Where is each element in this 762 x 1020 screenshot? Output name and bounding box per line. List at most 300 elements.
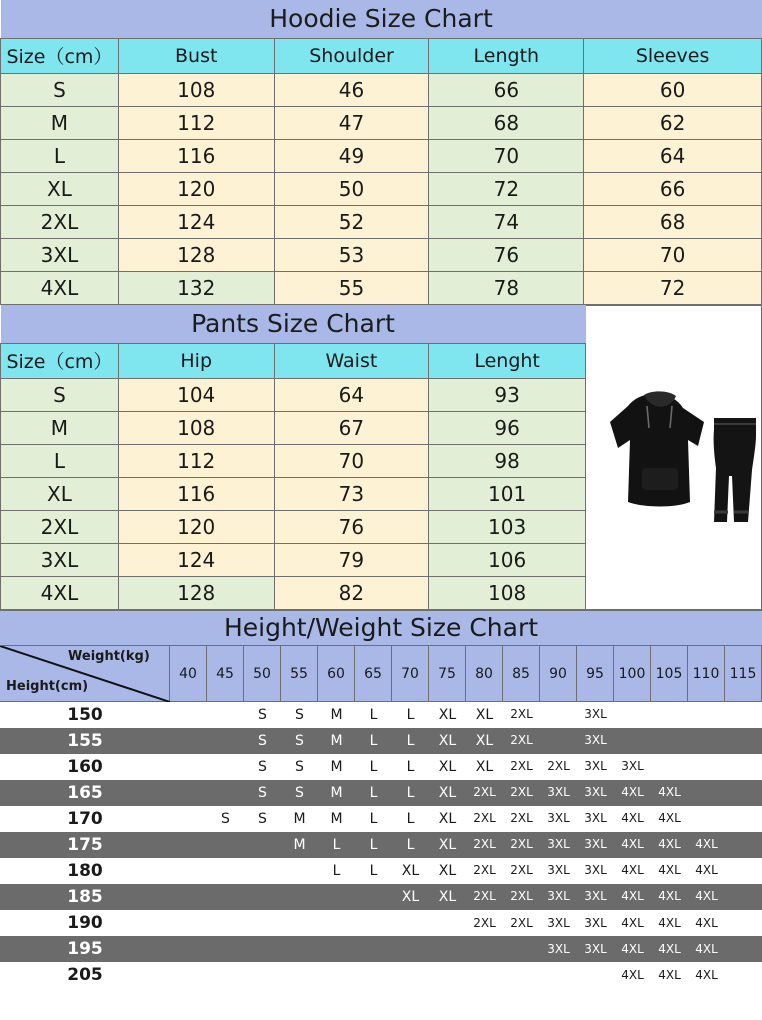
table-row: [1, 239, 762, 272]
size-cell: [503, 942, 540, 956]
cell-bust: 124: [118, 206, 274, 239]
size-cell: [503, 968, 540, 982]
table-row: [0, 806, 762, 832]
size-cell: [725, 863, 762, 879]
hoodie-title-row: [1, 0, 762, 39]
size-cell: 2XL: [473, 916, 496, 930]
table-row: [0, 962, 762, 988]
table-row: [1, 577, 586, 610]
cell-length: 76: [429, 239, 584, 272]
size-cell: M: [330, 785, 343, 801]
cell-shoulder: 52: [274, 206, 429, 239]
cell-hip: 104: [118, 379, 274, 412]
size-cell: [429, 942, 466, 956]
size-cell: S: [258, 759, 267, 775]
size-cell: [725, 811, 762, 827]
cell-sleeves: 70: [584, 239, 762, 272]
cell-size: 4XL: [1, 272, 119, 305]
size-cell: 4XL: [621, 837, 644, 851]
size-cell: 4XL: [695, 968, 718, 982]
size-cell: 3XL: [584, 837, 607, 851]
size-cell: [725, 759, 762, 775]
hoodie-size-chart: [0, 0, 762, 305]
height-weight-header: [0, 646, 762, 702]
size-cell: XL: [475, 733, 494, 749]
cell-size: L: [1, 445, 119, 478]
size-cell: L: [369, 863, 378, 879]
size-cell: S: [258, 811, 267, 827]
size-cell: [244, 916, 281, 930]
height-label: 185: [67, 887, 103, 907]
cell-shoulder: 46: [274, 74, 429, 107]
size-cell: [688, 811, 725, 827]
weight-tick: 40: [170, 646, 207, 702]
height-label: 170: [67, 809, 103, 829]
weight-tick: 75: [429, 646, 466, 702]
size-cell: 4XL: [658, 863, 681, 877]
weight-tick: 110: [688, 646, 725, 702]
weight-tick-row: [170, 646, 762, 702]
weight-axis-label: Weight(kg): [68, 649, 150, 664]
cell-size: XL: [1, 173, 119, 206]
size-cell: 4XL: [621, 811, 644, 825]
cell-hip: 116: [118, 478, 274, 511]
cell-length: 93: [429, 379, 586, 412]
height-label: 205: [67, 965, 103, 985]
cell-sleeves: 72: [584, 272, 762, 305]
height-label: 150: [67, 705, 103, 725]
cell-shoulder: 49: [274, 140, 429, 173]
size-cell: 2XL: [547, 759, 570, 773]
size-cell: L: [369, 733, 378, 749]
cell-sleeves: 68: [584, 206, 762, 239]
size-cell: [725, 733, 762, 749]
size-cell: [207, 863, 244, 879]
size-cell: 2XL: [473, 889, 496, 903]
table-row: [1, 74, 762, 107]
size-cell: L: [406, 707, 415, 723]
size-cell: [244, 968, 281, 982]
hoodie-title: Hoodie Size Chart: [1, 0, 762, 39]
size-cell: 4XL: [695, 889, 718, 903]
size-cell: 2XL: [510, 707, 533, 721]
size-cell: M: [330, 811, 343, 827]
pants-title-row: [1, 305, 586, 344]
weight-tick: 55: [281, 646, 318, 702]
cell-length: 106: [429, 544, 586, 577]
size-cells: [170, 811, 762, 827]
size-cells: [170, 889, 762, 905]
hoodie-col-shoulder: Shoulder: [274, 39, 429, 74]
size-cell: L: [369, 785, 378, 801]
size-cell: 2XL: [510, 889, 533, 903]
size-cell: XL: [438, 759, 457, 775]
cell-shoulder: 47: [274, 107, 429, 140]
pants-table: [0, 305, 586, 610]
cell-size: M: [1, 412, 119, 445]
size-cells: [170, 733, 762, 749]
size-cell: [318, 968, 355, 982]
size-cell: S: [258, 707, 267, 723]
size-cell: XL: [401, 863, 420, 879]
table-row: [0, 936, 762, 962]
cell-sleeves: 64: [584, 140, 762, 173]
size-cell: 4XL: [658, 916, 681, 930]
size-cell: S: [295, 707, 304, 723]
size-cell: XL: [401, 889, 420, 905]
height-weight-size-chart: [0, 610, 762, 988]
pants-col-waist: Waist: [274, 344, 429, 379]
size-cell: 3XL: [547, 811, 570, 825]
table-row: [0, 858, 762, 884]
size-cell: [170, 733, 207, 749]
height-label: 155: [67, 731, 103, 751]
size-cell: [651, 733, 688, 749]
size-cell: XL: [438, 889, 457, 905]
cell-sleeves: 66: [584, 173, 762, 206]
size-cell: [429, 916, 466, 930]
size-cell: S: [295, 733, 304, 749]
size-cell: 4XL: [695, 916, 718, 930]
size-cell: 4XL: [621, 863, 644, 877]
cell-waist: 67: [274, 412, 429, 445]
size-cell: [207, 916, 244, 930]
cell-size: S: [1, 74, 119, 107]
product-image: [586, 305, 762, 610]
cell-size: 3XL: [1, 544, 119, 577]
size-cell: M: [330, 733, 343, 749]
size-cell: M: [330, 707, 343, 723]
size-cell: [244, 837, 281, 853]
size-cell: XL: [438, 733, 457, 749]
size-cell: [725, 707, 762, 723]
cell-bust: 128: [118, 239, 274, 272]
weight-tick: 85: [503, 646, 540, 702]
height-label: 160: [67, 757, 103, 777]
size-cell: [244, 942, 281, 956]
size-cell: [651, 759, 688, 775]
pants-title: Pants Size Chart: [1, 305, 586, 344]
size-cell: XL: [475, 759, 494, 775]
size-cell: L: [332, 837, 341, 853]
size-cell: 4XL: [658, 968, 681, 982]
size-cells: [170, 785, 762, 801]
cell-bust: 108: [118, 74, 274, 107]
hoodie-col-sleeves: Sleeves: [584, 39, 762, 74]
size-cell: [170, 889, 207, 905]
weight-tick: 95: [577, 646, 614, 702]
cell-shoulder: 55: [274, 272, 429, 305]
size-cell: L: [406, 811, 415, 827]
size-cell: L: [369, 837, 378, 853]
weight-tick: 80: [466, 646, 503, 702]
size-cell: [540, 968, 577, 982]
table-row: [1, 272, 762, 305]
size-cell: [170, 759, 207, 775]
size-cell: M: [330, 759, 343, 775]
axis-corner: [0, 646, 170, 702]
size-cell: [318, 942, 355, 956]
hoodie-header-row: [1, 39, 762, 74]
table-row: [0, 884, 762, 910]
hoodie-col-size: Size（cm）: [1, 39, 119, 74]
hoodie-col-bust: Bust: [118, 39, 274, 74]
cell-size: M: [1, 107, 119, 140]
cell-shoulder: 53: [274, 239, 429, 272]
size-cell: [392, 942, 429, 956]
table-row: [1, 173, 762, 206]
cell-length: 101: [429, 478, 586, 511]
cell-length: 103: [429, 511, 586, 544]
size-cell: [170, 942, 207, 956]
cell-size: 4XL: [1, 577, 119, 610]
size-cell: 4XL: [658, 785, 681, 799]
size-cell: 4XL: [658, 889, 681, 903]
size-cell: 2XL: [510, 733, 533, 747]
size-cell: [207, 759, 244, 775]
table-row: [1, 412, 586, 445]
cell-waist: 64: [274, 379, 429, 412]
size-cell: [688, 733, 725, 749]
size-cell: M: [293, 837, 306, 853]
size-cell: [207, 968, 244, 982]
size-cell: 2XL: [473, 785, 496, 799]
cell-length: 98: [429, 445, 586, 478]
size-cell: [540, 707, 577, 723]
size-cell: 3XL: [547, 785, 570, 799]
cell-bust: 132: [118, 272, 274, 305]
cell-hip: 124: [118, 544, 274, 577]
cell-length: 68: [429, 107, 584, 140]
size-cell: 2XL: [510, 785, 533, 799]
cell-waist: 76: [274, 511, 429, 544]
weight-tick: 90: [540, 646, 577, 702]
cell-waist: 79: [274, 544, 429, 577]
size-cell: [577, 968, 614, 982]
size-cell: [170, 916, 207, 930]
size-cell: 3XL: [584, 707, 607, 721]
table-row: [1, 511, 586, 544]
size-cell: [170, 707, 207, 723]
size-cell: [392, 916, 429, 930]
size-cell: 4XL: [695, 837, 718, 851]
size-cell: [170, 785, 207, 801]
size-cell: 4XL: [621, 942, 644, 956]
table-row: [0, 780, 762, 806]
size-cell: L: [406, 733, 415, 749]
size-cell: 3XL: [547, 863, 570, 877]
size-cell: 3XL: [584, 863, 607, 877]
table-row: [1, 379, 586, 412]
cell-hip: 120: [118, 511, 274, 544]
cell-length: 70: [429, 140, 584, 173]
size-cell: [355, 889, 392, 905]
cell-shoulder: 50: [274, 173, 429, 206]
size-cell: [207, 733, 244, 749]
height-weight-title: Height/Weight Size Chart: [0, 610, 762, 646]
size-cell: [688, 759, 725, 775]
size-cell: [281, 889, 318, 905]
hoodie-table: [0, 0, 762, 305]
size-cell: L: [406, 837, 415, 853]
table-row: [1, 107, 762, 140]
size-cell: 2XL: [510, 811, 533, 825]
weight-tick: 100: [614, 646, 651, 702]
size-cell: [281, 942, 318, 956]
size-cell: XL: [438, 837, 457, 853]
pants-and-product: [0, 305, 762, 610]
cell-length: 96: [429, 412, 586, 445]
cell-size: 3XL: [1, 239, 119, 272]
size-cells: [170, 837, 762, 853]
cell-bust: 116: [118, 140, 274, 173]
size-cell: [614, 707, 651, 723]
height-label: 190: [67, 913, 103, 933]
size-cell: 4XL: [658, 942, 681, 956]
height-weight-rows: [0, 702, 762, 988]
size-cell: [614, 733, 651, 749]
size-cell: 2XL: [510, 837, 533, 851]
size-cell: [392, 968, 429, 982]
size-cells: [170, 863, 762, 879]
size-cell: XL: [475, 707, 494, 723]
size-cell: 2XL: [510, 916, 533, 930]
size-cell: [207, 707, 244, 723]
height-axis-label: Height(cm): [6, 679, 89, 694]
size-cell: [466, 968, 503, 982]
cell-length: 66: [429, 74, 584, 107]
size-cell: [170, 863, 207, 879]
size-cell: [725, 785, 762, 801]
size-cell: [281, 968, 318, 982]
height-label: 175: [67, 835, 103, 855]
size-cell: L: [369, 707, 378, 723]
size-cell: 3XL: [584, 916, 607, 930]
cell-sleeves: 60: [584, 74, 762, 107]
size-cell: [207, 837, 244, 853]
size-cells: [170, 968, 762, 982]
size-cell: 2XL: [473, 837, 496, 851]
size-cell: [725, 889, 762, 905]
height-label: 165: [67, 783, 103, 803]
cell-length: 74: [429, 206, 584, 239]
size-cell: 4XL: [621, 968, 644, 982]
weight-tick: 105: [651, 646, 688, 702]
cell-bust: 112: [118, 107, 274, 140]
weight-tick: 60: [318, 646, 355, 702]
size-cell: S: [221, 811, 230, 827]
size-cell: [207, 889, 244, 905]
size-cells: [170, 759, 762, 775]
weight-tick: 115: [725, 646, 762, 702]
size-cell: 3XL: [621, 759, 644, 773]
size-cell: S: [258, 733, 267, 749]
weight-tick: 45: [207, 646, 244, 702]
size-cell: [725, 837, 762, 853]
table-row: [1, 544, 586, 577]
table-row: [1, 478, 586, 511]
size-cell: S: [258, 785, 267, 801]
size-cell: 4XL: [695, 942, 718, 956]
table-row: [1, 206, 762, 239]
table-row: [0, 910, 762, 936]
size-cell: 3XL: [584, 889, 607, 903]
cell-hip: 108: [118, 412, 274, 445]
size-cell: [725, 968, 762, 982]
size-cell: 3XL: [584, 811, 607, 825]
cell-sleeves: 62: [584, 107, 762, 140]
table-row: [0, 754, 762, 780]
size-cell: 3XL: [547, 916, 570, 930]
height-label: 195: [67, 939, 103, 959]
size-cell: [355, 942, 392, 956]
pants-col-size: Size（cm）: [1, 344, 119, 379]
size-cell: [318, 889, 355, 905]
size-cell: [688, 785, 725, 801]
cell-size: 2XL: [1, 511, 119, 544]
size-cell: 3XL: [547, 942, 570, 956]
cell-waist: 70: [274, 445, 429, 478]
size-cell: 4XL: [621, 889, 644, 903]
size-cell: 4XL: [621, 916, 644, 930]
size-cell: [207, 785, 244, 801]
size-cell: [244, 863, 281, 879]
pants-size-chart: [0, 305, 586, 610]
size-cell: XL: [438, 863, 457, 879]
size-cell: L: [406, 759, 415, 775]
cell-waist: 82: [274, 577, 429, 610]
size-cell: 2XL: [473, 811, 496, 825]
size-cell: 3XL: [547, 889, 570, 903]
cell-size: S: [1, 379, 119, 412]
pants-col-length: Lenght: [429, 344, 586, 379]
size-cell: 4XL: [658, 811, 681, 825]
size-cell: L: [369, 759, 378, 775]
weight-tick: 70: [392, 646, 429, 702]
size-cell: 2XL: [510, 863, 533, 877]
size-cell: XL: [438, 785, 457, 801]
table-row: [1, 140, 762, 173]
weight-tick: 50: [244, 646, 281, 702]
cell-length: 72: [429, 173, 584, 206]
table-row: [0, 832, 762, 858]
height-label: 180: [67, 861, 103, 881]
size-cell: 4XL: [658, 837, 681, 851]
size-cells: [170, 916, 762, 930]
size-cell: 3XL: [584, 942, 607, 956]
cell-length: 108: [429, 577, 586, 610]
size-cell: [355, 968, 392, 982]
size-cell: 2XL: [510, 759, 533, 773]
size-cell: 3XL: [584, 733, 607, 747]
size-cell: [170, 837, 207, 853]
size-cell: S: [295, 759, 304, 775]
pants-header-row: [1, 344, 586, 379]
size-cell: [725, 916, 762, 930]
size-cell: [429, 968, 466, 982]
size-cell: 3XL: [584, 785, 607, 799]
hoodie-col-length: Length: [429, 39, 584, 74]
size-cell: M: [293, 811, 306, 827]
pants-col-hip: Hip: [118, 344, 274, 379]
cell-waist: 73: [274, 478, 429, 511]
size-cells: [170, 942, 762, 956]
weight-tick: 65: [355, 646, 392, 702]
size-cell: XL: [438, 811, 457, 827]
size-cell: [355, 916, 392, 930]
size-cell: S: [295, 785, 304, 801]
size-cell: L: [406, 785, 415, 801]
